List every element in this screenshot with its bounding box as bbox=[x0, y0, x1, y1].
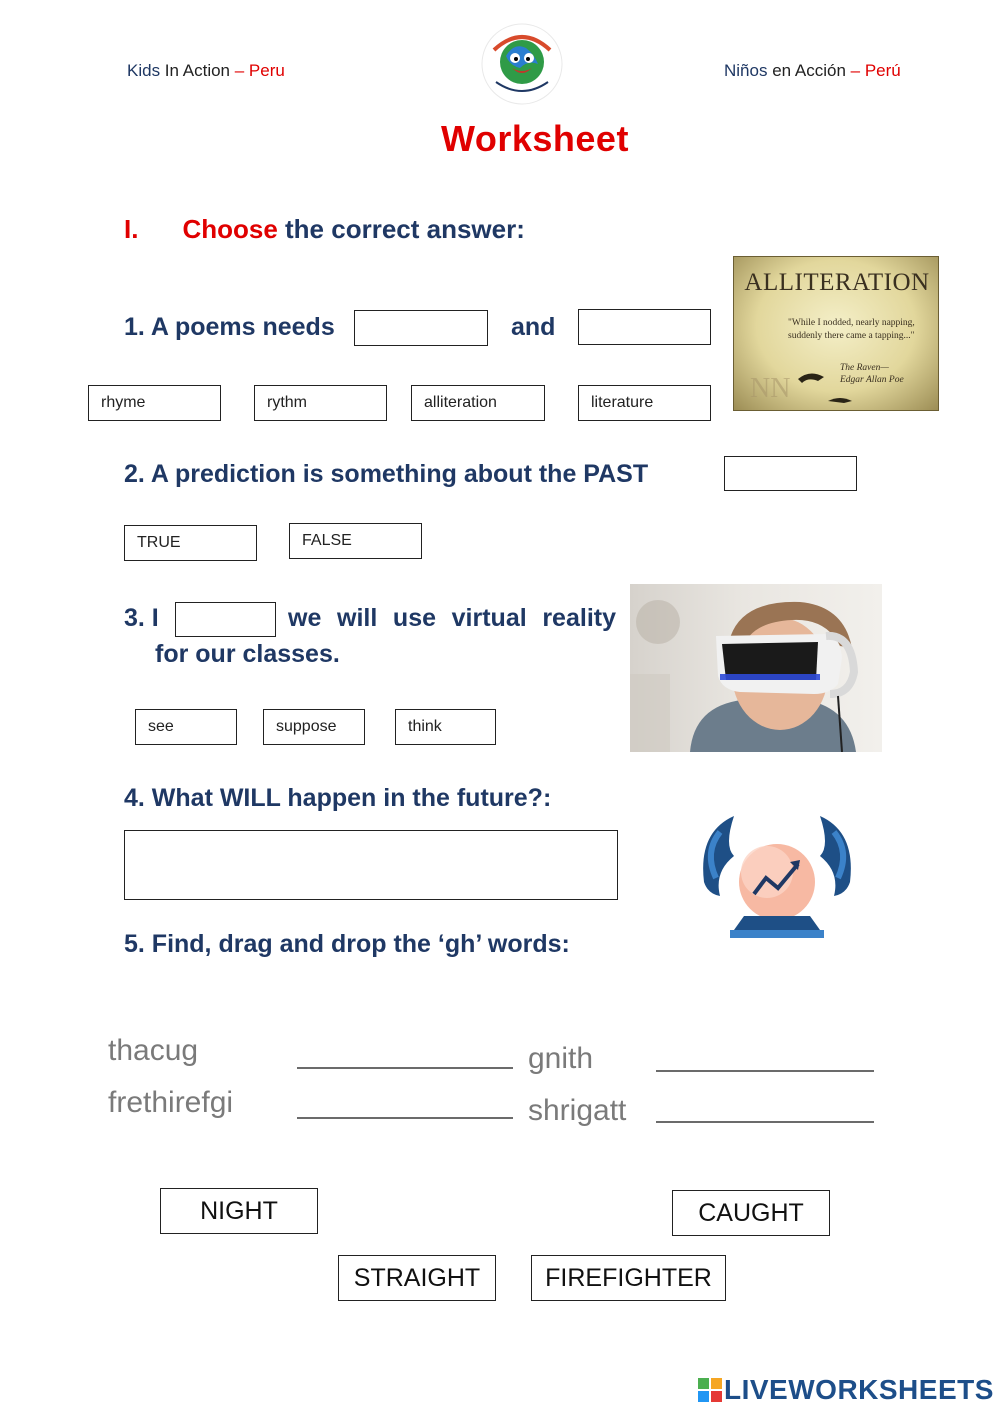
q1-prefix: 1. A poems needs bbox=[124, 313, 335, 341]
alliteration-image bbox=[733, 256, 939, 411]
q2-answer-box[interactable] bbox=[724, 456, 857, 491]
page-title: Worksheet bbox=[441, 118, 629, 159]
q3-option-see[interactable]: see bbox=[135, 709, 237, 745]
q5-text: 5. Find, drag and drop the ‘gh’ words: bbox=[124, 930, 570, 958]
answer-caught[interactable]: CAUGHT bbox=[672, 1190, 830, 1236]
drop-line-1[interactable] bbox=[297, 1067, 513, 1069]
answer-firefighter[interactable]: FIREFIGHTER bbox=[531, 1255, 726, 1301]
alliteration-image-source-2: Edgar Allan Poe bbox=[840, 375, 904, 385]
q1-option-alliteration[interactable]: alliteration bbox=[411, 385, 545, 421]
scrambled-word: frethirefgi bbox=[108, 1086, 234, 1119]
scrambled-word: thacug bbox=[108, 1034, 199, 1067]
alliteration-image-title: ALLITERATION bbox=[744, 269, 930, 296]
q3-text-2: we will use virtual reality bbox=[288, 604, 616, 632]
raven-icon bbox=[748, 357, 858, 409]
alliteration-image-source-1: The Raven— bbox=[840, 363, 889, 373]
q2-option-true[interactable]: TRUE bbox=[124, 525, 257, 561]
q1-option-rythm[interactable]: rythm bbox=[254, 385, 387, 421]
answer-night[interactable]: NIGHT bbox=[160, 1188, 318, 1234]
header-right: Niños en Acción – Perú bbox=[724, 61, 901, 80]
vr-headset-photo bbox=[630, 584, 882, 752]
header-left: Kids In Action – Peru bbox=[127, 61, 285, 80]
q1-middle: and bbox=[511, 313, 556, 341]
q2-text: 2. A prediction is something about the PAST bbox=[124, 460, 649, 488]
drop-line-4[interactable] bbox=[656, 1121, 874, 1123]
q3-option-think[interactable]: think bbox=[395, 709, 496, 745]
q3-option-suppose[interactable]: suppose bbox=[263, 709, 365, 745]
scrambled-word: shrigatt bbox=[528, 1094, 627, 1127]
svg-text:NN: NN bbox=[750, 373, 791, 404]
q2-option-false[interactable]: FALSE bbox=[289, 523, 422, 559]
liveworksheets-logo-icon bbox=[698, 1378, 722, 1402]
liveworksheets-brand[interactable]: LIVEWORKSHEETS bbox=[724, 1374, 994, 1405]
q3-text-3: for our classes. bbox=[155, 640, 340, 668]
alliteration-image-quote: "While I nodded, nearly napping, suddenly there came a tapping..." bbox=[788, 318, 915, 341]
q4-text: 4. What WILL happen in the future?: bbox=[124, 784, 552, 812]
q1-answer-box-2[interactable] bbox=[578, 309, 711, 345]
q3-text-1: 3. I bbox=[124, 604, 159, 632]
q1-answer-box-1[interactable] bbox=[354, 310, 488, 346]
scrambled-word: gnith bbox=[528, 1042, 594, 1075]
q1-option-rhyme[interactable]: rhyme bbox=[88, 385, 221, 421]
drop-line-3[interactable] bbox=[656, 1070, 874, 1072]
kids-in-action-logo bbox=[480, 20, 564, 108]
answer-straight[interactable]: STRAIGHT bbox=[338, 1255, 496, 1301]
crystal-ball-icon bbox=[694, 812, 860, 940]
q3-answer-box[interactable] bbox=[175, 602, 276, 637]
drop-line-2[interactable] bbox=[297, 1117, 513, 1119]
q1-option-literature[interactable]: literature bbox=[578, 385, 711, 421]
q4-answer-box[interactable] bbox=[124, 830, 618, 900]
section-heading: I. Choose the correct answer: bbox=[124, 214, 525, 244]
